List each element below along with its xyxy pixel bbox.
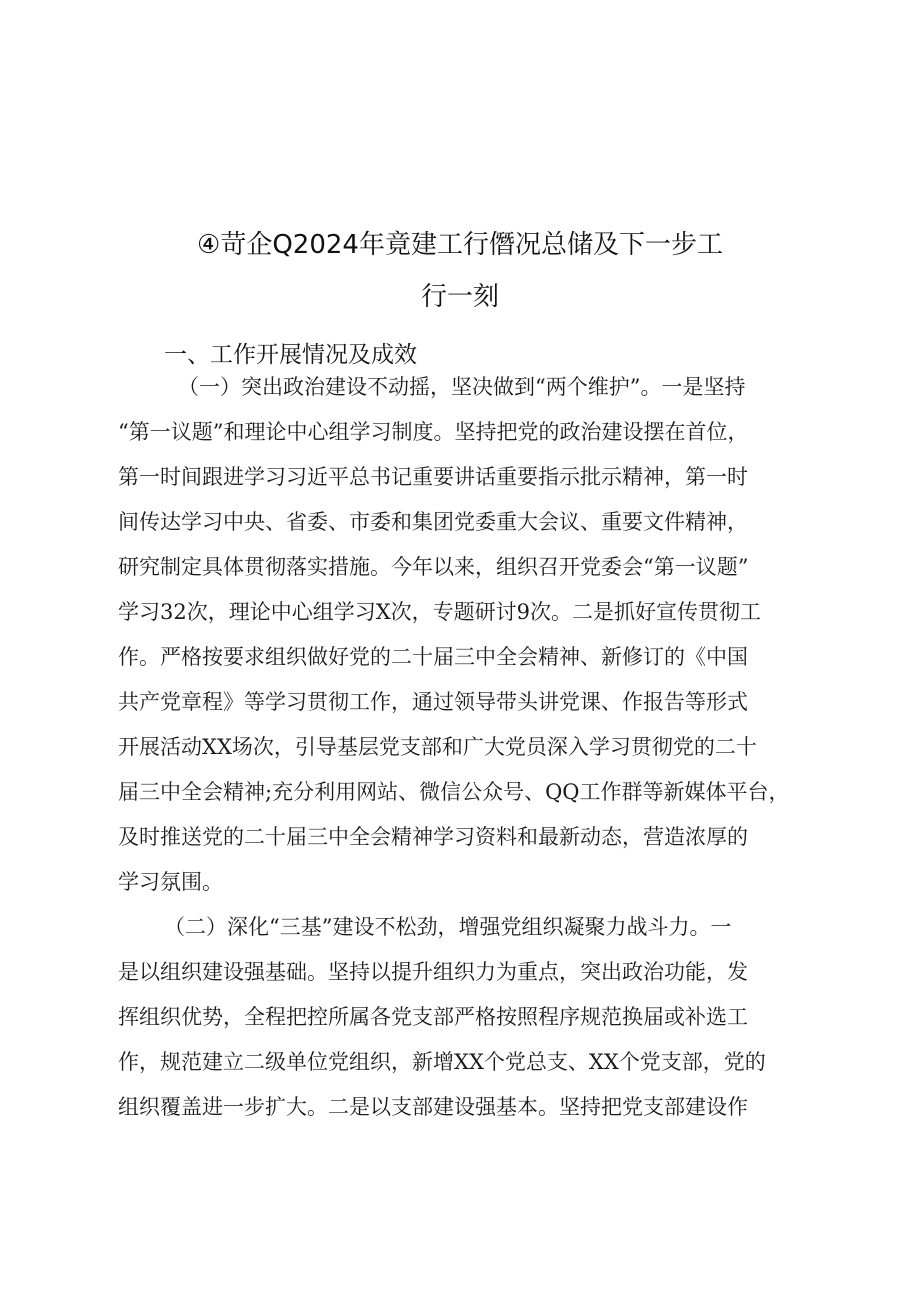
paragraph-1-line: 学习32次，理论中心组学习X次，专题研讨9次。二是抓好宣传贯彻工 [118, 600, 762, 624]
paragraph-1-line: 学习氛围。 [118, 870, 223, 894]
paragraph-1-line: 第一时间跟进学习习近平总书记重要讲话重要指示批示精神，第一时 [118, 465, 748, 489]
paragraph-2-line: 作，规范建立二级单位党组织，新增XX个党总支、XX个党支部，党的 [118, 1050, 766, 1074]
paragraph-2-line: 组织覆盖进一步扩大。二是以支部建设强基本。坚持把党支部建设作 [118, 1095, 748, 1119]
document-title-line-1: ④苛企Q2024年竟建工行僭况总储及下一步工 [197, 230, 723, 260]
paragraph-2-line: （二）深化“三基”建设不松劲，增强党组织凝聚力战斗力。一 [164, 915, 732, 939]
paragraph-2-line: 挥组织优势，全程把控所属各党支部严格按照程序规范换届或补选工 [118, 1005, 748, 1029]
paragraph-1-line: 研究制定具体贯彻落实措施。今年以来，组织召开党委会“第一议题” [118, 555, 749, 579]
paragraph-1-line: （一）突出政治建设不动摇，坚决做到“两个维护”。一是坚持 [178, 375, 746, 399]
paragraph-1-line: 共产党章程》等学习贯彻工作，通过领导带头讲党课、作报告等形式 [118, 690, 748, 714]
document-title-line-2: 行一刻 [420, 282, 499, 312]
section-heading: 一、工作开展情况及成效 [164, 342, 417, 368]
paragraph-2-line: 是以组织建设强基础。坚持以提升组织力为重点，突出政治功能，发 [118, 960, 748, 984]
paragraph-1-line: 开展活动XX场次，引导基层党支部和广大党员深入学习贯彻党的二十 [118, 735, 757, 759]
paragraph-1-line: “第一议题”和理论中心组学习制度。坚持把党的政治建设摆在首位， [118, 420, 749, 444]
paragraph-1-line: 作。严格按要求组织做好党的二十届三中全会精神、新修订的《中国 [118, 645, 748, 669]
paragraph-1-line: 届三中全会精神;充分利用网站、微信公众号、QQ工作群等新媒体平台， [118, 780, 790, 804]
paragraph-1-line: 及时推送党的二十届三中全会精神学习资料和最新动态，营造浓厚的 [118, 825, 748, 849]
paragraph-1-line: 间传达学习中央、省委、市委和集团党委重大会议、重要文件精神， [118, 510, 748, 534]
